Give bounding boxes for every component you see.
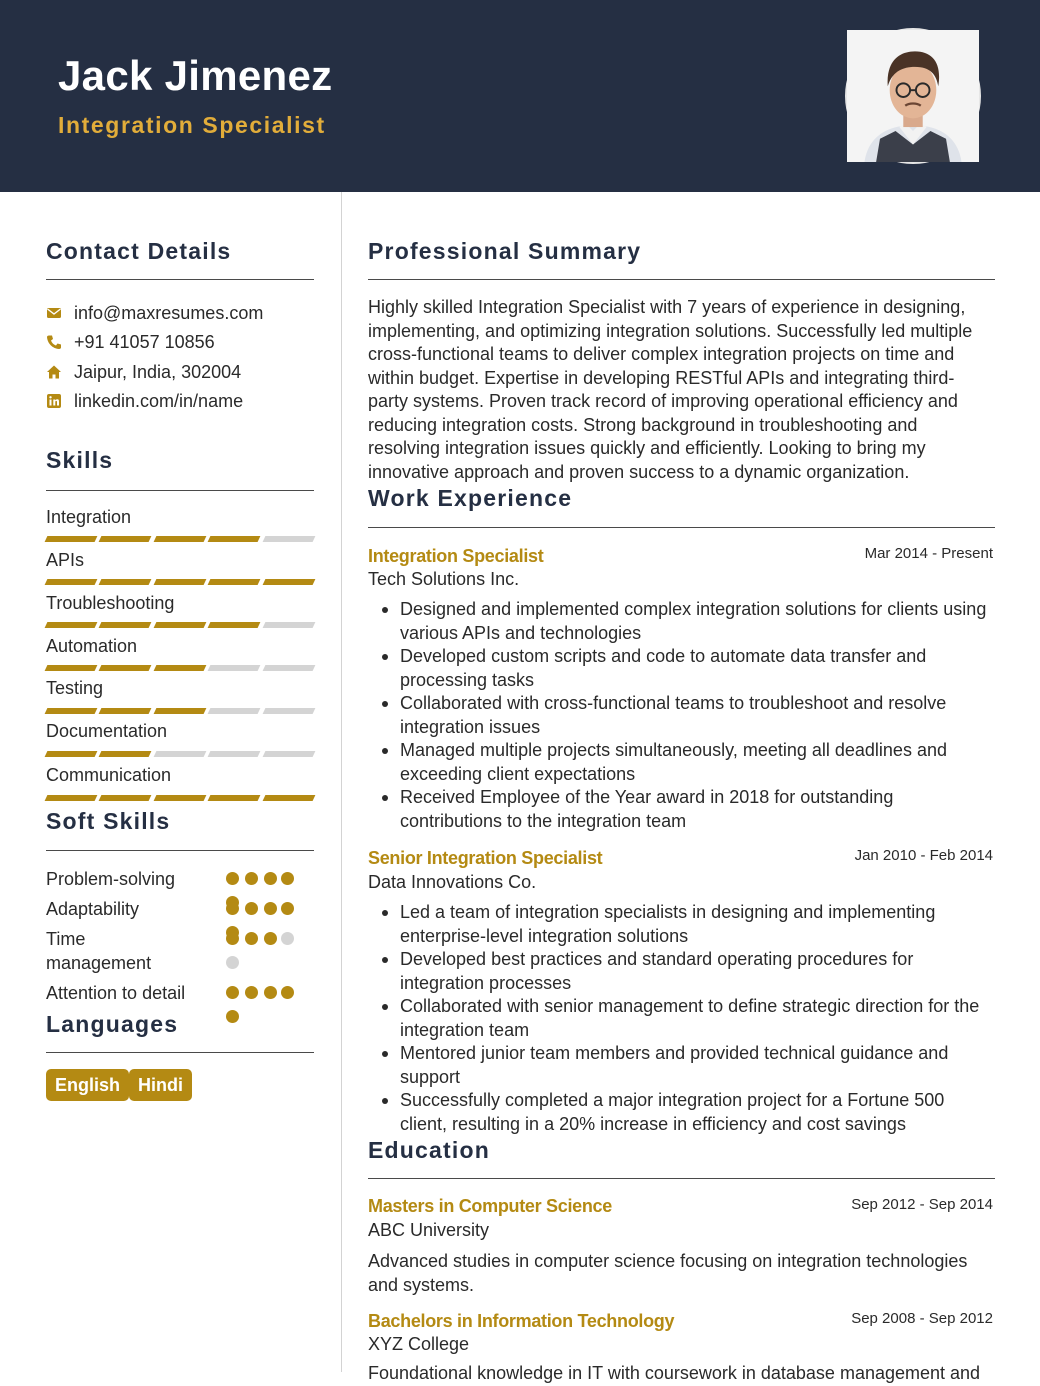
list-item: Designed and implemented complex integration solutions for clients using various APIs and technologies bbox=[382, 598, 994, 645]
skill-level-segment bbox=[208, 622, 261, 628]
education-description: Foundational knowledge in IT with coursework in database management and bbox=[368, 1363, 981, 1383]
skill-name: APIs bbox=[46, 550, 85, 570]
skill-level-bar bbox=[46, 795, 314, 801]
candidate-title: Integration Specialist bbox=[58, 112, 326, 138]
skill-level-bar bbox=[46, 536, 314, 542]
soft-skill-dot bbox=[226, 986, 239, 999]
skill-level-segment bbox=[262, 536, 315, 542]
language-badge-english: English bbox=[46, 1069, 129, 1101]
list-item: Developed custom scripts and code to automate data transfer and processing tasks bbox=[382, 645, 994, 692]
skill-level-segment bbox=[262, 708, 315, 714]
skill-level-segment bbox=[45, 665, 98, 671]
skill-level-segment bbox=[99, 622, 152, 628]
job-bullets bbox=[382, 598, 994, 833]
home-icon bbox=[46, 364, 62, 380]
skill-level-segment bbox=[208, 708, 261, 714]
skill-level-segment bbox=[153, 579, 206, 585]
skill-name: Automation bbox=[46, 636, 138, 656]
skill-level-segment bbox=[208, 751, 261, 757]
skill-level-segment bbox=[262, 665, 315, 671]
contact-address-text: Jaipur, India, 302004 bbox=[74, 361, 242, 382]
skill-name: Troubleshooting bbox=[46, 593, 175, 613]
education-school: ABC University bbox=[368, 1220, 490, 1240]
language-badge-hindi: Hindi bbox=[129, 1069, 192, 1101]
summary-text: Highly skilled Integration Specialist with 7 years of experience in designing, implementing, and optimizing integration solutions. Successfully led multiple cross-functional teams to deliver complex integration projects on time and within budget. Expertise in developing RESTful APIs and integrating third-party systems. Proven track record of improving operational efficiency and reducing integration costs. Strong background in troubleshooting and resolving integration issues quickly and efficiently. Looking to bring my innovative approach and proven success to a dynamic organization. bbox=[368, 297, 973, 482]
experience-heading: Work Experience bbox=[368, 485, 573, 511]
skill-level-segment bbox=[208, 795, 261, 801]
education-heading: Education bbox=[368, 1137, 490, 1163]
skill-level-segment bbox=[262, 622, 315, 628]
envelope-icon bbox=[46, 305, 62, 321]
contact-phone-text: +91 41057 10856 bbox=[74, 331, 215, 352]
skill-level-segment bbox=[153, 795, 206, 801]
skill-level-segment bbox=[262, 579, 315, 585]
skill-level-bar bbox=[46, 665, 314, 671]
soft-skill-dot bbox=[226, 872, 239, 885]
education-degree: Masters in Computer Science bbox=[368, 1196, 612, 1216]
skill-level-segment bbox=[262, 751, 315, 757]
soft-skill-name: Attention to detail bbox=[46, 983, 186, 1003]
skills-rule bbox=[46, 490, 314, 491]
skill-level-segment bbox=[153, 751, 206, 757]
skill-level-bar bbox=[46, 579, 314, 585]
job-company: Data Innovations Co. bbox=[368, 872, 537, 892]
job-date: Jan 2010 - Feb 2014 bbox=[854, 847, 993, 864]
soft-skill-dot bbox=[245, 986, 258, 999]
skill-level-segment bbox=[208, 579, 261, 585]
soft-skill-dot bbox=[264, 932, 277, 945]
job-title: Integration Specialist bbox=[368, 546, 544, 566]
soft-skill-dot bbox=[226, 902, 239, 915]
soft-skill-dot bbox=[281, 872, 294, 885]
soft-skill-dot bbox=[281, 986, 294, 999]
languages-heading: Languages bbox=[46, 1011, 179, 1037]
profile-photo-image bbox=[847, 30, 979, 162]
soft-skill-dot bbox=[226, 956, 239, 969]
skill-level-segment bbox=[45, 579, 98, 585]
skill-level-segment bbox=[45, 622, 98, 628]
languages-rule bbox=[46, 1052, 314, 1053]
education-rule bbox=[368, 1178, 995, 1179]
skill-level-segment bbox=[99, 579, 152, 585]
summary-heading: Professional Summary bbox=[368, 238, 642, 264]
skill-name: Integration bbox=[46, 507, 132, 527]
skill-name: Communication bbox=[46, 765, 172, 785]
education-date: Sep 2012 - Sep 2014 bbox=[851, 1196, 993, 1213]
contact-linkedin-text: linkedin.com/in/name bbox=[74, 390, 244, 411]
soft-skill-dot bbox=[264, 902, 277, 915]
soft-skill-dot bbox=[226, 932, 239, 945]
skill-level-segment bbox=[45, 751, 98, 757]
contact-email[interactable] bbox=[46, 301, 263, 325]
skill-level-segment bbox=[153, 536, 206, 542]
job-company: Tech Solutions Inc. bbox=[368, 569, 520, 589]
skill-level-bar bbox=[46, 622, 314, 628]
job-title: Senior Integration Specialist bbox=[368, 848, 603, 868]
soft-skill-name: Adaptability bbox=[46, 899, 140, 919]
list-item: Successfully completed a major integration project for a Fortune 500 client, resulting in a 20% increase in efficiency and cost savings bbox=[382, 1089, 994, 1136]
list-item: Managed multiple projects simultaneously, meeting all deadlines and exceeding client expectations bbox=[382, 739, 994, 786]
list-item: Received Employee of the Year award in 2018 for outstanding contributions to the integration team bbox=[382, 786, 994, 833]
soft-skill-dot bbox=[245, 872, 258, 885]
list-item: Developed best practices and standard operating procedures for integration processes bbox=[382, 948, 994, 995]
skill-level-segment bbox=[153, 708, 206, 714]
contact-rule bbox=[46, 279, 314, 280]
soft-skill-dot bbox=[281, 932, 294, 945]
skill-level-segment bbox=[99, 795, 152, 801]
list-item: Collaborated with senior management to define strategic direction for the integration team bbox=[382, 995, 994, 1042]
profile-photo bbox=[845, 28, 981, 164]
list-item: Led a team of integration specialists in designing and implementing enterprise-level integration solutions bbox=[382, 901, 994, 948]
skills-heading: Skills bbox=[46, 447, 114, 473]
education-date: Sep 2008 - Sep 2012 bbox=[851, 1310, 993, 1327]
phone-icon bbox=[46, 334, 62, 350]
skill-level-segment bbox=[262, 795, 315, 801]
soft-skills-heading: Soft Skills bbox=[46, 808, 171, 834]
soft-skill-dot bbox=[264, 986, 277, 999]
experience-rule bbox=[368, 527, 995, 528]
column-divider bbox=[341, 192, 342, 1372]
contact-linkedin[interactable] bbox=[46, 389, 243, 413]
summary-rule bbox=[368, 279, 995, 280]
soft-skill-dot bbox=[226, 1010, 239, 1023]
soft-skill-dot bbox=[281, 902, 294, 915]
contact-address bbox=[46, 360, 241, 384]
skill-name: Documentation bbox=[46, 721, 168, 741]
skill-name: Testing bbox=[46, 678, 104, 698]
skill-level-segment bbox=[99, 536, 152, 542]
skill-level-bar bbox=[46, 751, 314, 757]
linkedin-icon bbox=[46, 393, 62, 409]
soft-skills-rule bbox=[46, 850, 314, 851]
skill-level-segment bbox=[45, 795, 98, 801]
soft-skill-dot bbox=[245, 932, 258, 945]
skill-level-segment bbox=[99, 751, 152, 757]
list-item: Collaborated with cross-functional teams to troubleshoot and resolve integration issues bbox=[382, 692, 994, 739]
list-item: Mentored junior team members and provided technical guidance and support bbox=[382, 1042, 994, 1089]
education-school: XYZ College bbox=[368, 1334, 470, 1354]
skill-level-segment bbox=[99, 665, 152, 671]
skill-level-segment bbox=[99, 708, 152, 714]
job-date: Mar 2014 - Present bbox=[864, 545, 993, 562]
job-bullets bbox=[382, 901, 994, 1136]
soft-skill-dot bbox=[264, 872, 277, 885]
skill-level-segment bbox=[153, 665, 206, 671]
soft-skill-dot bbox=[245, 902, 258, 915]
contact-heading: Contact Details bbox=[46, 238, 232, 264]
skill-level-segment bbox=[208, 665, 261, 671]
skill-level-segment bbox=[153, 622, 206, 628]
contact-phone[interactable] bbox=[46, 330, 215, 354]
soft-skill-name: Time management bbox=[46, 929, 152, 973]
candidate-name: Jack Jimenez bbox=[58, 52, 333, 99]
skill-level-segment bbox=[45, 708, 98, 714]
skill-level-segment bbox=[45, 536, 98, 542]
education-degree: Bachelors in Information Technology bbox=[368, 1311, 675, 1331]
skill-level-bar bbox=[46, 708, 314, 714]
skill-level-segment bbox=[208, 536, 261, 542]
resume-header bbox=[0, 0, 1040, 192]
soft-skill-name: Problem-solving bbox=[46, 869, 176, 889]
education-description: Advanced studies in computer science focusing on integration technologies and systems. bbox=[368, 1251, 968, 1295]
contact-email-text: info@maxresumes.com bbox=[74, 302, 264, 323]
